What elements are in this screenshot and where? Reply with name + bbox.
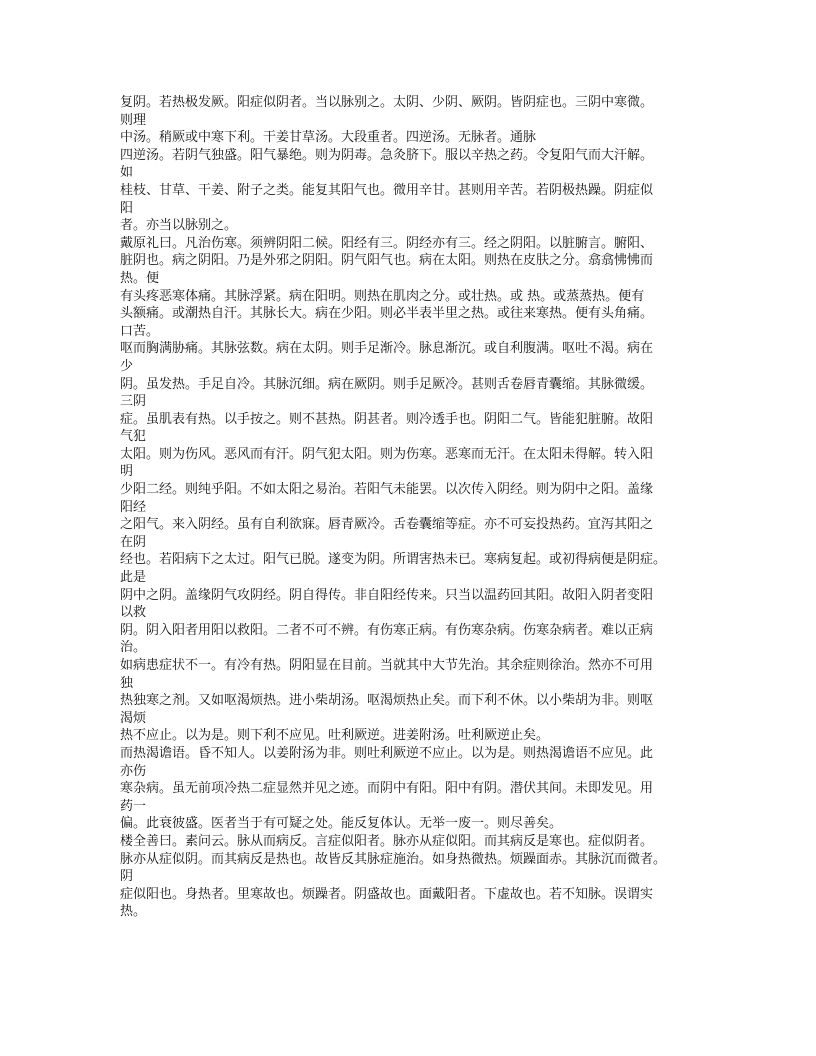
text-line: 经也。若阳病下之太过。阳气已脱。遂变为阴。所谓害热未已。寒病复起。或初得病便是阴症。 [120, 552, 667, 568]
text-line: 气犯 [120, 429, 147, 445]
text-line: 阴 [120, 869, 134, 885]
text-line: 阴。阴入阳者用阳以救阳。二者不可不辨。有伤寒正病。有伤寒杂病。伤寒杂病者。难以正病 [120, 622, 654, 638]
text-line: 热独寒之剂。又如呕渴烦热。进小柴胡汤。呕渴烦热止矣。而下利不休。以小柴胡为非。则呕 [120, 693, 654, 709]
text-line: 脉亦从症似阴。而其病反是热也。故皆反其脉症施治。如身热微热。烦躁面赤。其脉沉而微者。 [120, 851, 667, 867]
text-line: 热。 [120, 904, 147, 920]
text-line: 如病患症状不一。有冷有热。阴阳显在目前。当就其中大节先治。其余症则徐治。然亦不可用 [120, 658, 654, 673]
text-line: 之阳气。来入阴经。虽有自利欲寐。唇青厥冷。舌卷囊缩等症。亦不可妄投热药。宜泻其阳之 [120, 517, 654, 533]
text-line: 太阳。则为伤风。恶风而有汗。阴气犯太阳。则为伤寒。恶寒而无汗。在太阳未得解。转入阳 [120, 446, 654, 462]
text-line: 呕而胸满胁痛。其脉弦数。病在太阴。则手足渐冷。脉息渐沉。或自利腹满。呕吐不渴。病在 [120, 341, 654, 357]
text-line: 阴。虽发热。手足自冷。其脉沉细。病在厥阴。则手足厥冷。甚则舌卷唇青囊缩。其脉微缓。 [120, 376, 654, 392]
text-line: 口苦。 [120, 323, 160, 339]
text-line: 如 [120, 165, 134, 181]
text-line: 桂枝、甘草、干姜、附子之类。能复其阳气也。微用辛甘。甚则用辛苦。若阴极热躁。阴症似 [120, 182, 654, 198]
text-line: 阳经 [120, 499, 147, 515]
text-line: 戴原礼曰。凡治伤寒。须辨阴阳二候。阳经有三。阴经亦有三。经之阴阳。以脏腑言。腑阳、 [120, 235, 654, 251]
text-line: 药一 [120, 798, 147, 814]
text-line: 楼全善曰。素问云。脉从而病反。言症似阳者。脉亦从症似阳。而其病反是寒也。症似阴者。 [120, 833, 654, 849]
text-line: 阴中之阴。盖缘阴气攻阴经。阴自得传。非自阳经传来。只当以温药回其阳。故阳入阴者变阳 [120, 587, 654, 603]
text-line: 独 [120, 675, 134, 691]
text-line: 明 [120, 464, 134, 480]
text-line: 则理 [120, 112, 147, 128]
text-line: 者。亦当以脉别之。 [120, 218, 238, 234]
text-line: 以救 [120, 605, 147, 621]
text-line: 此是 [120, 570, 147, 586]
text-line: 热。便 [120, 270, 160, 286]
text-line: 阳 [120, 200, 134, 216]
text-line: 症。虽肌表有热。以手按之。则不甚热。阴甚者。则冷透手也。阴阳二气。皆能犯脏腑。故阳 [120, 411, 654, 427]
text-line: 寒杂病。虽无前项冷热二症显然并见之迹。而阴中有阳。阳中有阴。潜伏其间。未即发见。用 [120, 781, 654, 797]
text-line: 亦伤 [120, 763, 147, 779]
text-line: 偏。此衰彼盛。医者当于有可疑之处。能反复体认。无举一废一。则尽善矣。 [120, 816, 563, 832]
text-line: 渴烦 [120, 710, 147, 726]
text-line: 中汤。稍厥或中寒下利。干姜甘草汤。大段重者。四逆汤。无脉者。通脉 [120, 130, 537, 146]
text-line: 脏阴也。病之阴阳。乃是外邪之阴阳。阴气阳气也。病在太阳。则热在皮肤之分。翕翕怫怫而 [120, 253, 654, 269]
text-line: 少阳二经。则纯乎阳。不如太阳之易治。若阳气未能罢。以次传入阴经。则为阴中之阳。盖缘 [120, 482, 654, 498]
text-line: 热不应止。以为是。则下利不应见。吐利厥逆。进姜附汤。吐利厥逆止矣。 [120, 728, 550, 744]
document-page [120, 94, 700, 921]
text-line: 复阴。若热极发厥。阳症似阴者。当以脉别之。太阴、少阴、厥阴。皆阴症也。三阴中寒微。 [120, 95, 654, 110]
text-line: 少 [120, 358, 134, 374]
text-line: 而热渴谵语。昏不知人。以姜附汤为非。则吐利厥逆不应止。以为是。则热渴谵语不应见。此 [120, 745, 654, 761]
text-line: 有头疼恶寒体痛。其脉浮紧。病在阳明。则热在肌肉之分。或壮热。或 热。或蒸蒸热。便有 [120, 288, 645, 304]
text-line: 头额痛。或潮热自汗。其脉长大。病在少阳。则必半表半里之热。或往来寒热。便有头角痛。 [120, 306, 654, 322]
text-line: 治。 [120, 640, 147, 656]
text-line: 症似阳也。身热者。里寒故也。烦躁者。阴盛故也。面戴阳者。下虚故也。若不知脉。误谓实 [120, 886, 654, 902]
text-line: 在阴 [120, 534, 147, 550]
text-line: 三阴 [120, 394, 147, 410]
text-line: 四逆汤。若阴气独盛。阳气暴绝。则为阴毒。急灸脐下。服以辛热之药。令复阳气而大汗解。 [120, 147, 654, 163]
